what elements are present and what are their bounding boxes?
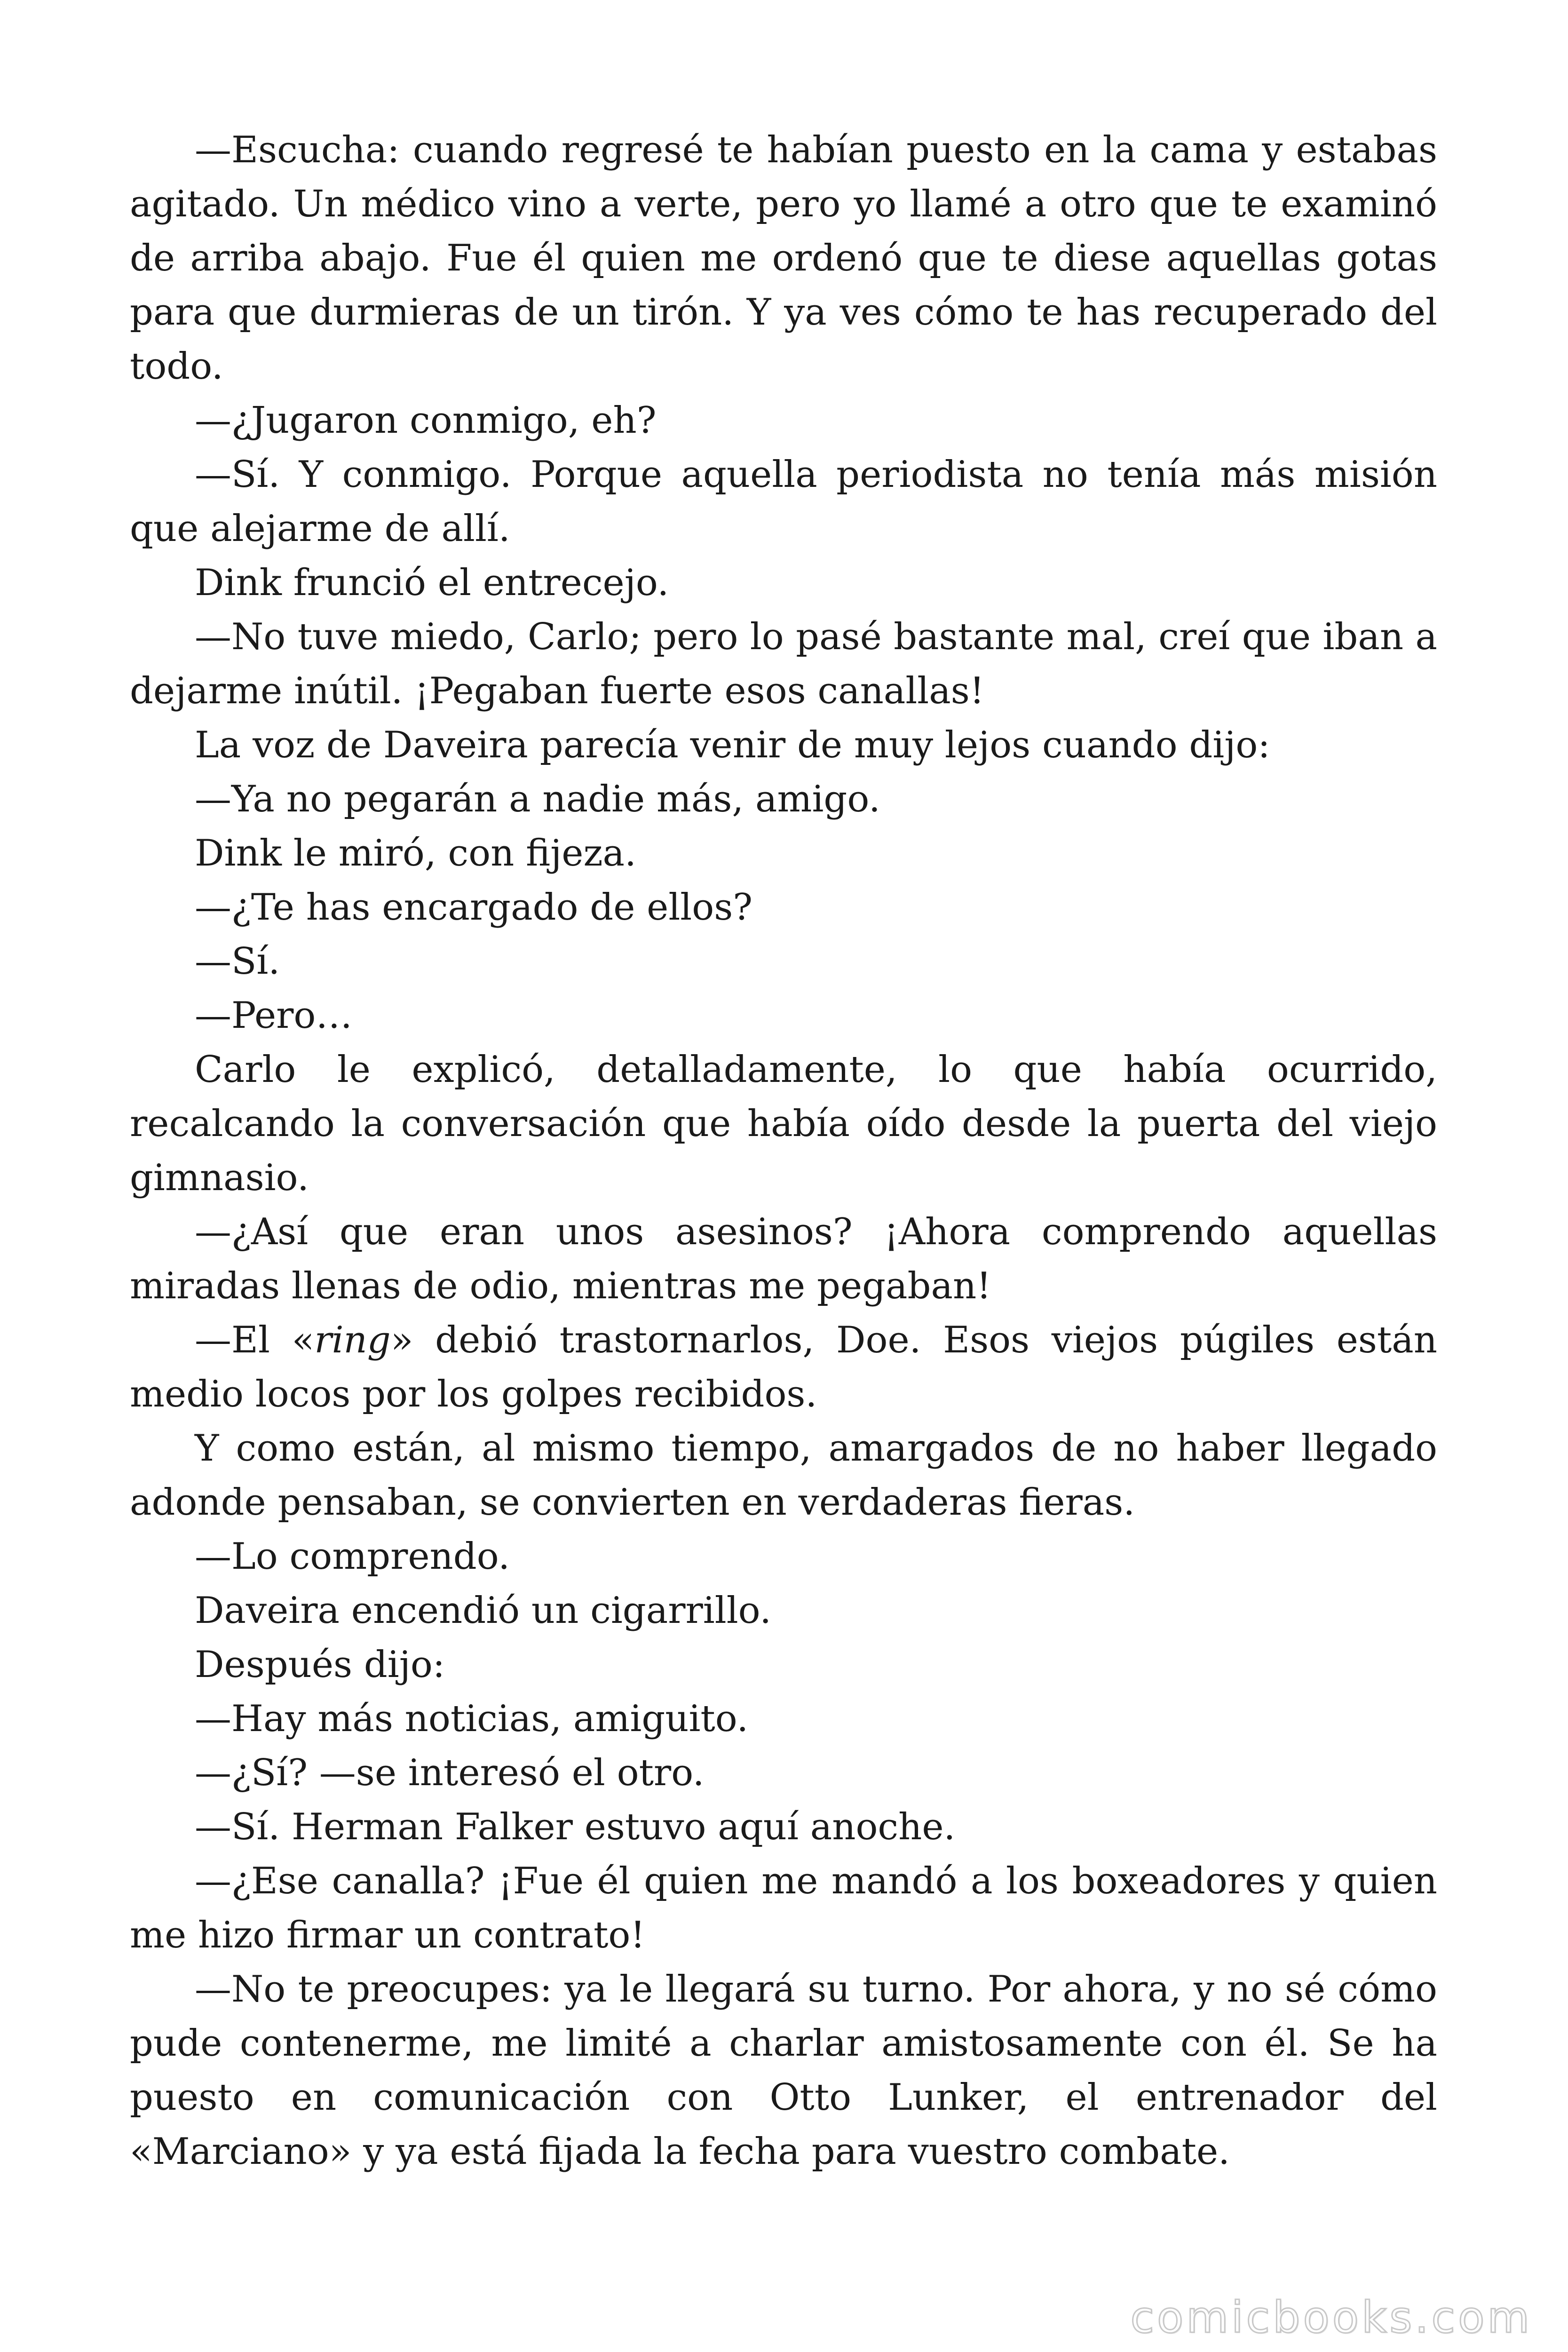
paragraph: —¿Así que eran unos asesinos? ¡Ahora comprendo aquellas miradas llenas de odio, mientras me pegaban! [130,1211,1437,1307]
paragraph: —Ya no pegarán a nadie más, amigo. [195,778,880,820]
italic-word: ring [314,1319,391,1361]
paragraph: —No tuve miedo, Carlo; pero lo pasé bastante mal, creí que iban a dejarme inútil. ¡Pegaban fuerte esos canallas! [130,616,1437,712]
paragraph: —Sí. [195,940,280,983]
paragraph: La voz de Daveira parecía venir de muy lejos cuando dijo: [195,724,1270,766]
paragraph: —¿Jugaron conmigo, eh? [195,399,657,442]
paragraph: —Sí. Herman Falker estuvo aquí anoche. [195,1806,956,1848]
paragraph: Y como están, al mismo tiempo, amargados de no haber llegado adonde pensaban, se convierten en verdaderas fieras. [130,1427,1437,1524]
paragraph: Carlo le explicó, detalladamente, lo que había ocurrido, recalcando la conversación que había oído desde la puerta del viejo gimnasio. [130,1049,1437,1199]
watermark: comicbooks.com [1130,2292,1532,2343]
paragraph: —¿Ese canalla? ¡Fue él quien me mandó a los boxeadores y quien me hizo firmar un contrato! [130,1860,1437,1956]
paragraph: Dink le miró, con fijeza. [195,832,636,874]
paragraph: —¿Sí? —se interesó el otro. [195,1752,705,1794]
paragraph [130,1313,1437,1422]
paragraph: Daveira encendió un cigarrillo. [195,1589,772,1632]
paragraph: Dink frunció el entrecejo. [195,562,669,604]
page-body [130,123,1437,2179]
paragraph: —Sí. Y conmigo. Porque aquella periodista no tenía más misión que alejarme de allí. [130,453,1437,550]
paragraph: —Hay más noticias, amiguito. [195,1698,749,1740]
paragraph: —Escucha: cuando regresé te habían puesto en la cama y estabas agitado. Un médico vino a verte, pero yo llamé a otro que te examinó de arriba abajo. Fue él quien me ordenó que te diese aquellas gotas para que durmieras de un tirón. Y ya ves cómo te has recuperado del todo. [130,129,1437,388]
paragraph: —Pero… [195,994,353,1037]
paragraph: —Lo comprendo. [195,1535,510,1578]
paragraph-text-before: —El « [195,1319,315,1361]
paragraph: Después dijo: [195,1644,445,1686]
paragraph: —No te preocupes: ya le llegará su turno. Por ahora, y no sé cómo pude contenerme, me limité a charlar amistosamente con él. Se ha puesto en comunicación con Otto Lunker, el entrenador del «Marciano» y ya está fijada la fecha para vuestro combate. [130,1968,1437,2173]
paragraph-text-after: » debió trastornarlos, Doe. Esos viejos púgiles están medio locos por los golpes recibidos. [130,1319,1437,1415]
paragraph: —¿Te has encargado de ellos? [195,886,753,929]
